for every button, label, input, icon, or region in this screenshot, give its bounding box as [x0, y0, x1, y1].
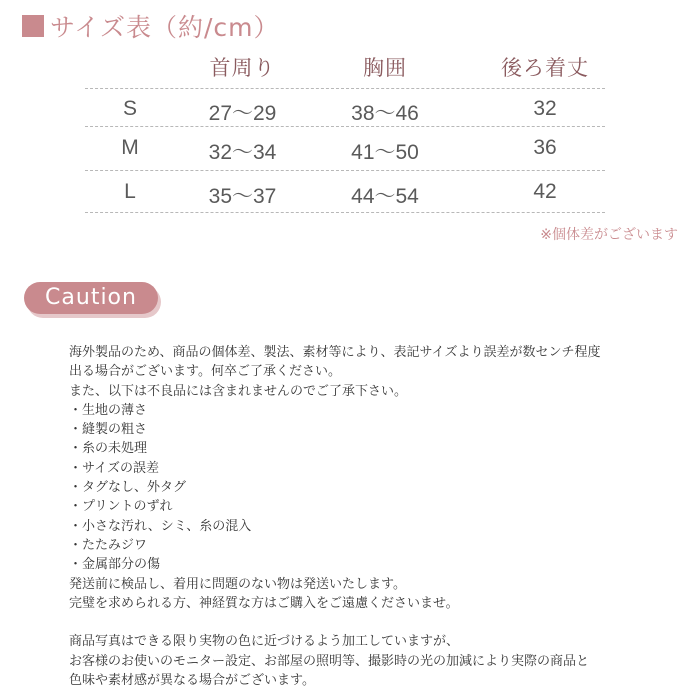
caution-line: 海外製品のため、商品の個体差、製法、素材等により、表記サイズより誤差が数センチ程度: [69, 345, 601, 360]
size-chart-title: [22, 8, 280, 44]
row-divider: [85, 170, 605, 171]
table-header: [85, 46, 605, 86]
length-value: 36: [533, 136, 557, 159]
caution-list-item: ・小さな汚れ、シミ、糸の混入: [69, 518, 252, 534]
neck-value: 32〜34: [208, 141, 277, 164]
header-chest: 胸囲: [363, 57, 407, 80]
paragraph-gap: [69, 613, 689, 632]
photo-note-line: お客様のお使いのモニター設定、お部屋の照明等、撮影時の光の加減により実際の商品と: [69, 653, 590, 669]
caution-text: [69, 343, 689, 690]
photo-note-line: 色味や素材感が異なる場合がございます。: [69, 673, 315, 689]
caution-list-item: ・糸の未処理: [69, 441, 148, 457]
caution-list-item: ・プリントのずれ: [69, 499, 173, 515]
table-row: [85, 128, 605, 168]
caution-list-item: ・生地の薄さ: [69, 402, 148, 418]
chest-value: 44〜54: [351, 185, 419, 208]
chest-value: 38〜46: [351, 102, 419, 125]
caution-label: Caution: [24, 282, 158, 314]
table-row: [85, 172, 605, 212]
individual-difference-note: ※個体差がございます: [540, 227, 678, 243]
chest-value: 41〜50: [351, 141, 419, 164]
row-divider: [85, 126, 605, 127]
title-square-icon: [22, 15, 44, 37]
caution-list-item: ・たたみジワ: [69, 537, 148, 553]
caution-line: 出る場合がございます。何卒ご了承ください。: [69, 364, 341, 380]
caution-badge: [24, 282, 162, 320]
caution-list-item: ・縫製の粗さ: [69, 422, 148, 438]
size-label: L: [124, 180, 136, 203]
caution-line: 完璧を求められる方、神経質な方はご購入をご遠慮くださいませ。: [69, 595, 459, 611]
neck-value: 27〜29: [208, 102, 277, 125]
header-length: 後ろ着丈: [501, 57, 589, 80]
caution-line: また、以下は不良品には含まれませんのでご了承下さい。: [69, 383, 408, 399]
header-neck: 首周り: [209, 57, 276, 80]
row-divider: [85, 212, 605, 213]
size-label: S: [122, 97, 137, 120]
length-value: 32: [533, 97, 557, 120]
caution-list-item: ・金属部分の傷: [69, 557, 161, 573]
caution-list-item: ・サイズの誤差: [69, 460, 159, 476]
page-title: サイズ表（約/cm）: [50, 13, 280, 42]
neck-value: 35〜37: [208, 185, 277, 208]
table-row: [85, 89, 605, 129]
photo-note-line: 商品写真はできる限り実物の色に近づけるよう加工していますが、: [69, 634, 460, 650]
caution-list-item: ・タグなし、外タグ: [69, 480, 187, 496]
caution-line: 発送前に検品し、着用に問題のない物は発送いたします。: [69, 576, 406, 592]
size-label: M: [121, 136, 139, 159]
length-value: 42: [533, 180, 557, 203]
